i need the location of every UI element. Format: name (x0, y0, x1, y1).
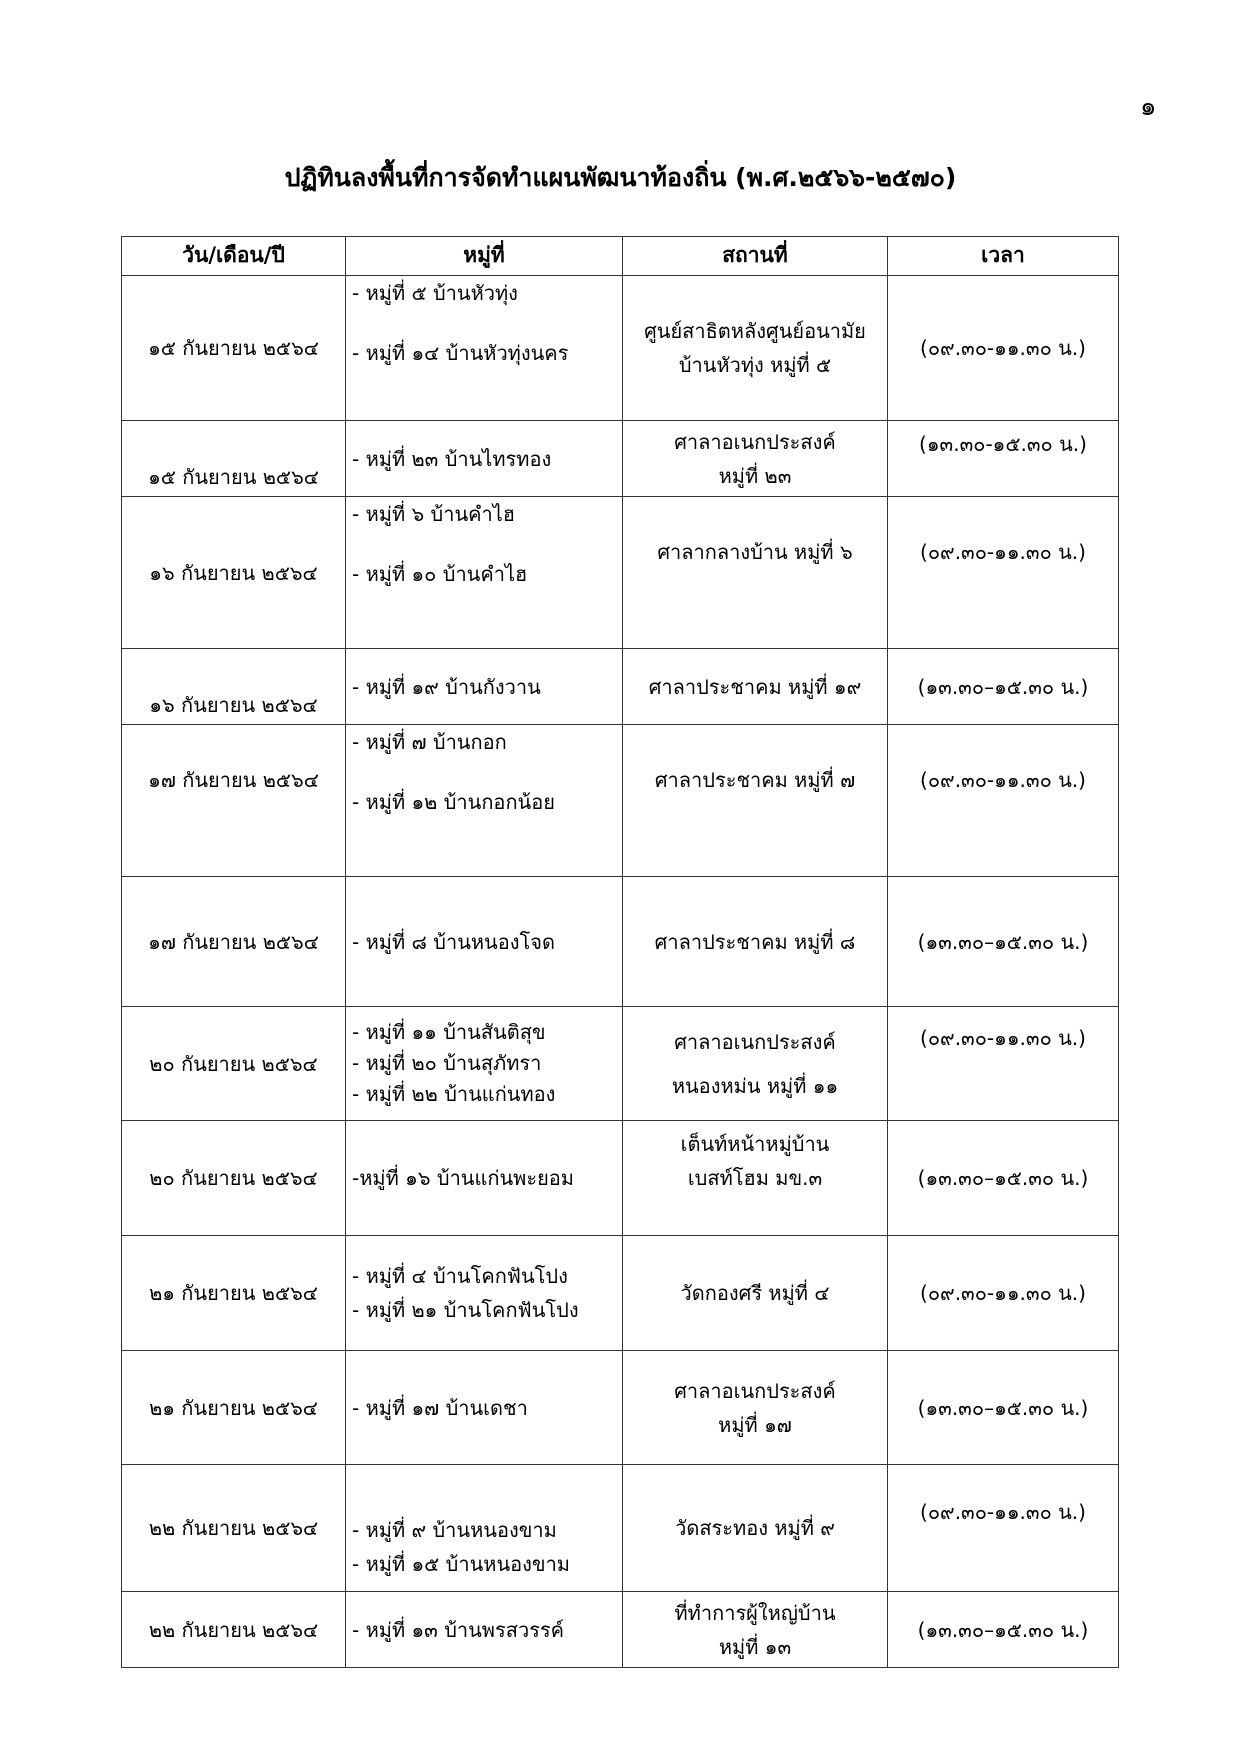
village-line: - หมู่ที่ ๒๒ บ้านแก่นทอง (352, 1082, 556, 1106)
row-date: ๑๗ กันยายน ๒๕๖๔ (122, 725, 346, 877)
place-line: ศาลาประชาคม หมู่ที่ ๘ (654, 929, 856, 954)
row-villages (346, 497, 623, 649)
place-line: วัดสระทอง หมู่ที่ ๙ (675, 1516, 835, 1540)
place-line: ศาลาอเนกประสงค์ (674, 1378, 836, 1403)
row-time: (๐๙.๓๐-๑๑.๓๐ น.) (888, 276, 1119, 421)
village-line: - หมู่ที่ ๑๕ บ้านหนองขาม (352, 1552, 570, 1576)
table-row (122, 649, 1119, 725)
table-row (122, 497, 1119, 649)
village-line: - หมู่ที่ ๙ บ้านหนองขาม (352, 1518, 557, 1542)
row-villages (346, 1465, 623, 1592)
place-line: หมู่ที่ ๑๗ (718, 1412, 792, 1437)
row-villages (346, 1007, 623, 1121)
row-villages (346, 276, 623, 421)
row-villages (346, 1236, 623, 1351)
header-date: วัน/เดือน/ปี (122, 237, 346, 276)
place-line: เต็นท์หน้าหมู่บ้าน (680, 1132, 830, 1156)
table-header-row (122, 237, 1119, 276)
village-line: - หมู่ที่ ๒๐ บ้านสุภัทรา (352, 1051, 542, 1075)
row-place (623, 421, 888, 497)
table-row (122, 1465, 1119, 1592)
village-line: - หมู่ที่ ๑๑ บ้านสันติสุข (352, 1020, 546, 1044)
row-date: ๑๕ กันยายน ๒๕๖๔ (122, 421, 346, 497)
village-line: - หมู่ที่ ๖ บ้านคำไฮ (352, 502, 516, 526)
village-line: - หมู่ที่ ๑๓ บ้านพรสวรรค์ (352, 1617, 565, 1642)
place-line: ศาลาประชาคม หมู่ที่ ๗ (654, 768, 856, 792)
village-line: -หมู่ที่ ๑๖ บ้านแก่นพะยอม (352, 1166, 574, 1190)
row-villages (346, 725, 623, 877)
row-time: (๐๙.๓๐-๑๑.๓๐ น.) (888, 1236, 1119, 1351)
village-line: - หมู่ที่ ๑๐ บ้านคำไฮ (352, 562, 528, 586)
row-villages (346, 877, 623, 1007)
village-line: - หมู่ที่ ๒๓ บ้านไทรทอง (352, 446, 552, 471)
row-date: ๑๖ กันยายน ๒๕๖๔ (122, 497, 346, 649)
row-time: (๑๓.๓๐–๑๕.๓๐ น.) (888, 1351, 1119, 1465)
row-time: (๑๓.๓๐–๑๕.๓๐ น.) (888, 1121, 1119, 1236)
table-row (122, 421, 1119, 497)
row-place (623, 877, 888, 1007)
row-date: ๒๐ กันยายน ๒๕๖๔ (122, 1007, 346, 1121)
village-line: - หมู่ที่ ๑๗ บ้านเดชา (352, 1395, 528, 1420)
row-place (623, 276, 888, 421)
row-date: ๒๐ กันยายน ๒๕๖๔ (122, 1121, 346, 1236)
table-row (122, 877, 1119, 1007)
table-row (122, 1351, 1119, 1465)
village-line: - หมู่ที่ ๘ บ้านหนองโจด (352, 929, 555, 954)
row-date: ๒๒ กันยายน ๒๕๖๔ (122, 1465, 346, 1592)
row-place (623, 649, 888, 725)
place-line: ศาลากลางบ้าน หมู่ที่ ๖ (657, 540, 853, 564)
row-time: (๐๙.๓๐-๑๑.๓๐ น.) (888, 1465, 1119, 1592)
page-number: ๑ (1140, 92, 1157, 122)
row-place (623, 1351, 888, 1465)
place-line: บ้านหัวทุ่ง หมู่ที่ ๕ (678, 353, 832, 377)
table-row (122, 725, 1119, 877)
place-line: ศาลาประชาคม หมู่ที่ ๑๙ (648, 674, 862, 699)
header-village: หมู่ที่ (346, 237, 623, 276)
row-villages (346, 1592, 623, 1668)
place-line: หมู่ที่ ๒๓ (718, 463, 792, 488)
row-date: ๑๖ กันยายน ๒๕๖๔ (122, 649, 346, 725)
schedule-table (121, 236, 1119, 1668)
page-title: ปฏิทินลงพื้นที่การจัดทำแผนพัฒนาท้องถิ่น (พ.ศ.๒๕๖๖-๒๕๗๐) (284, 163, 957, 192)
place-line: ศูนย์สาธิตหลังศูนย์อนามัย (644, 319, 866, 343)
village-line: - หมู่ที่ ๕ บ้านหัวทุ่ง (352, 281, 518, 305)
table-row (122, 1007, 1119, 1121)
row-place (623, 1121, 888, 1236)
place-line: หมู่ที่ ๑๓ (718, 1634, 792, 1659)
row-time: (๑๓.๓๐–๑๕.๓๐ น.) (888, 649, 1119, 725)
place-line: เบสท์โฮม มข.๓ (687, 1166, 823, 1190)
row-date: ๑๕ กันยายน ๒๕๖๔ (122, 276, 346, 421)
row-place (623, 725, 888, 877)
village-line: - หมู่ที่ ๔ บ้านโคกฟันโปง (352, 1264, 568, 1288)
row-villages (346, 1351, 623, 1465)
row-time: (๐๙.๓๐-๑๑.๓๐ น.) (888, 725, 1119, 877)
row-date: ๒๑ กันยายน ๒๕๖๔ (122, 1351, 346, 1465)
village-line: - หมู่ที่ ๑๙ บ้านกังวาน (352, 674, 541, 699)
table-row (122, 276, 1119, 421)
place-line: วัดกองศรี หมู่ที่ ๔ (680, 1281, 830, 1305)
row-place (623, 497, 888, 649)
row-time: (๐๙.๓๐-๑๑.๓๐ น.) (888, 1007, 1119, 1121)
village-line: - หมู่ที่ ๒๑ บ้านโคกฟันโปง (352, 1298, 579, 1322)
table-row (122, 1121, 1119, 1236)
place-line: ศาลาอเนกประสงค์ (674, 429, 836, 454)
place-line: หนองหม่น หมู่ที่ ๑๑ (671, 1073, 839, 1098)
row-villages (346, 1121, 623, 1236)
table-row (122, 1592, 1119, 1668)
table-row (122, 1236, 1119, 1351)
row-time: (๐๙.๓๐-๑๑.๓๐ น.) (888, 497, 1119, 649)
row-date: ๑๗ กันยายน ๒๕๖๔ (122, 877, 346, 1007)
row-place (623, 1592, 888, 1668)
row-date: ๒๒ กันยายน ๒๕๖๔ (122, 1592, 346, 1668)
place-line: ศาลาอเนกประสงค์ (674, 1029, 836, 1054)
row-date: ๒๑ กันยายน ๒๕๖๔ (122, 1236, 346, 1351)
row-time: (๑๓.๓๐-๑๕.๓๐ น.) (888, 421, 1119, 497)
place-line: ที่ทำการผู้ใหญ่บ้าน (674, 1600, 836, 1625)
header-place: สถานที่ (623, 237, 888, 276)
row-place (623, 1465, 888, 1592)
row-villages (346, 421, 623, 497)
village-line: - หมู่ที่ ๑๔ บ้านหัวทุ่งนคร (352, 341, 569, 365)
row-villages (346, 649, 623, 725)
village-line: - หมู่ที่ ๑๒ บ้านกอกน้อย (352, 790, 555, 814)
row-place (623, 1007, 888, 1121)
village-line: - หมู่ที่ ๗ บ้านกอก (352, 730, 507, 754)
row-time: (๑๓.๓๐–๑๕.๓๐ น.) (888, 877, 1119, 1007)
row-time: (๑๓.๓๐–๑๕.๓๐ น.) (888, 1592, 1119, 1668)
header-time: เวลา (888, 237, 1119, 276)
row-place (623, 1236, 888, 1351)
